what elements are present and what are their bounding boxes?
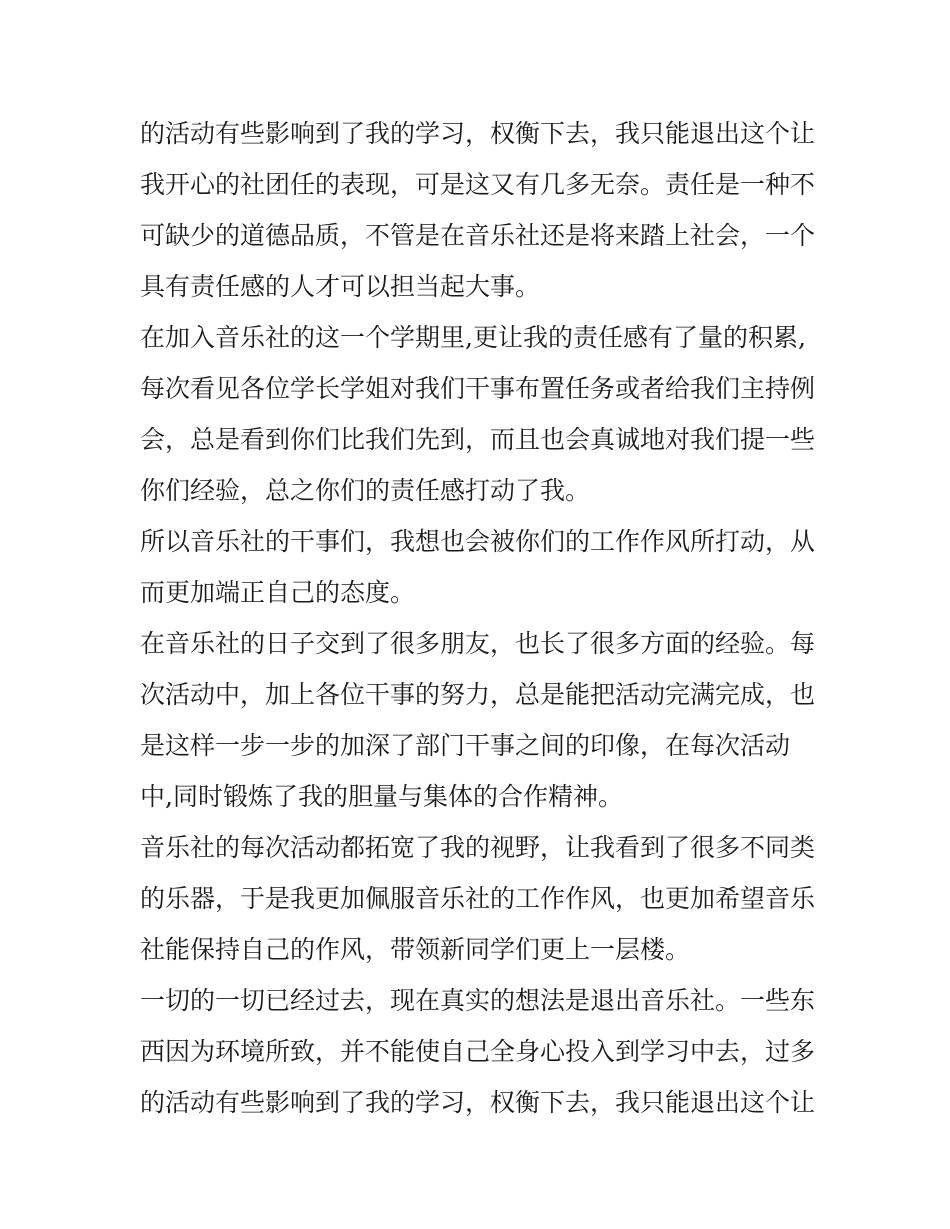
- text-line: 而更加端正自己的态度。: [140, 578, 416, 607]
- body-text: [140, 108, 820, 1128]
- text-line: 一切的一切已经过去，现在真实的想法是退出音乐社。一些东: [140, 986, 816, 1015]
- text-line: 中,同时锻炼了我的胆量与集体的合作精神。: [140, 782, 623, 811]
- text-line: 次活动中，加上各位干事的努力，总是能把活动完满完成，也: [140, 680, 816, 709]
- text-line: 在音乐社的日子交到了很多朋友，也长了很多方面的经验。每: [140, 629, 816, 658]
- text-line: 我开心的社团任的表现，可是这又有几多无奈。责任是一种不: [140, 170, 816, 199]
- text-line: 西因为环境所致，并不能使自己全身心投入到学习中去，过多: [140, 1037, 816, 1066]
- text-line: 具有责任感的人才可以担当起大事。: [140, 272, 541, 301]
- text-line: 每次看见各位学长学姐对我们干事布置任务或者给我们主持例: [140, 374, 816, 403]
- text-line: 会，总是看到你们比我们先到，而且也会真诚地对我们提一些: [140, 425, 816, 454]
- text-line: 所以音乐社的干事们，我想也会被你们的工作作风所打动，从: [140, 527, 816, 556]
- text-line: 是这样一步一步的加深了部门干事之间的印像，在每次活动: [140, 731, 791, 760]
- text-line: 音乐社的每次活动都拓宽了我的视野，让我看到了很多不同类: [140, 833, 816, 862]
- text-line: 的乐器，于是我更加佩服音乐社的工作作风，也更加希望音乐: [140, 884, 816, 913]
- text-line: 的活动有些影响到了我的学习，权衡下去，我只能退出这个让: [140, 119, 816, 148]
- text-line: 你们经验，总之你们的责任感打动了我。: [140, 476, 591, 505]
- text-line: 在加入音乐社的这一个学期里,更让我的责任感有了量的积累,: [140, 323, 806, 352]
- text-line: 的活动有些影响到了我的学习，权衡下去，我只能退出这个让: [140, 1088, 816, 1117]
- text-line: 可缺少的道德品质，不管是在音乐社还是将来踏上社会，一个: [140, 221, 816, 250]
- text-line: 社能保持自己的作风，带领新同学们更上一层楼。: [140, 935, 691, 964]
